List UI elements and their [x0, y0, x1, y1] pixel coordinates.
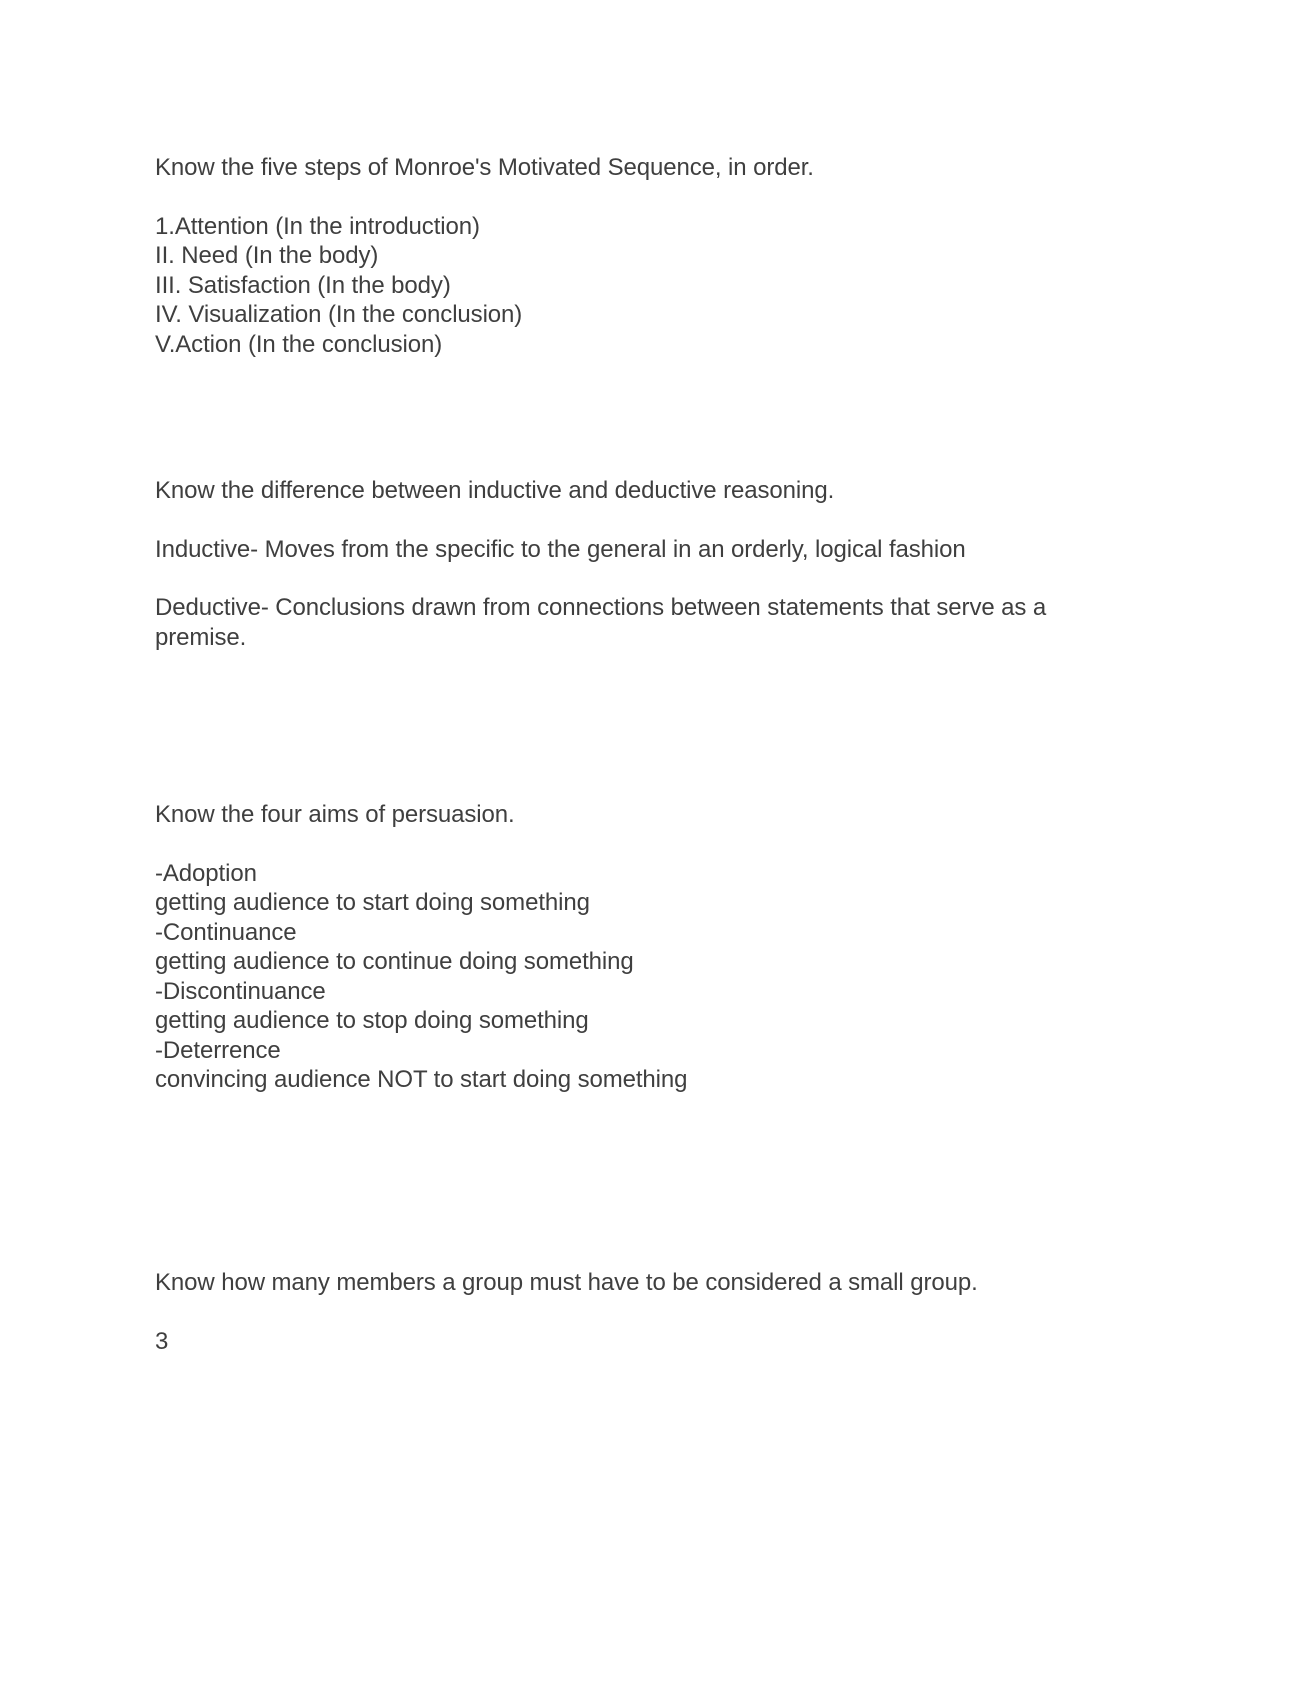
- aim-name: -Continuance: [155, 918, 297, 946]
- aim-description: convincing audience NOT to start doing something: [155, 1066, 688, 1093]
- monroe-step: III. Satisfaction (In the body): [155, 271, 451, 299]
- inductive-definition: Inductive- Moves from the specific to the general in an orderly, logical fashion: [155, 535, 966, 563]
- aim-description: getting audience to start doing something: [155, 889, 590, 916]
- small-group-answer: 3: [155, 1327, 169, 1355]
- aim-name: -Adoption: [155, 859, 257, 887]
- monroe-step: 1.Attention (In the introduction): [155, 212, 480, 240]
- aim-name: -Discontinuance: [155, 977, 326, 1005]
- monroe-step: IV. Visualization (In the conclusion): [155, 301, 523, 328]
- monroe-step: V.Action (In the conclusion): [155, 330, 443, 358]
- persuasion-heading: Know the four aims of persuasion.: [155, 801, 515, 828]
- monroe-section: [155, 153, 1155, 359]
- monroe-heading: Know the five steps of Monroe's Motivated Sequence, in order.: [155, 154, 814, 181]
- monroe-step: II. Need (In the body): [155, 242, 379, 269]
- persuasion-section: [155, 800, 1155, 1095]
- reasoning-heading: Know the difference between inductive and deductive reasoning.: [155, 477, 835, 504]
- small-group-heading: Know how many members a group must have to be considered a small group.: [155, 1269, 978, 1296]
- reasoning-section: [155, 476, 1155, 652]
- deductive-definition: Deductive- Conclusions drawn from connections between statements that serve as a premise.: [155, 594, 1053, 651]
- small-group-section: [155, 1268, 1155, 1356]
- aim-description: getting audience to continue doing something: [155, 948, 634, 975]
- aim-name: -Deterrence: [155, 1036, 281, 1064]
- aim-description: getting audience to stop doing something: [155, 1007, 589, 1034]
